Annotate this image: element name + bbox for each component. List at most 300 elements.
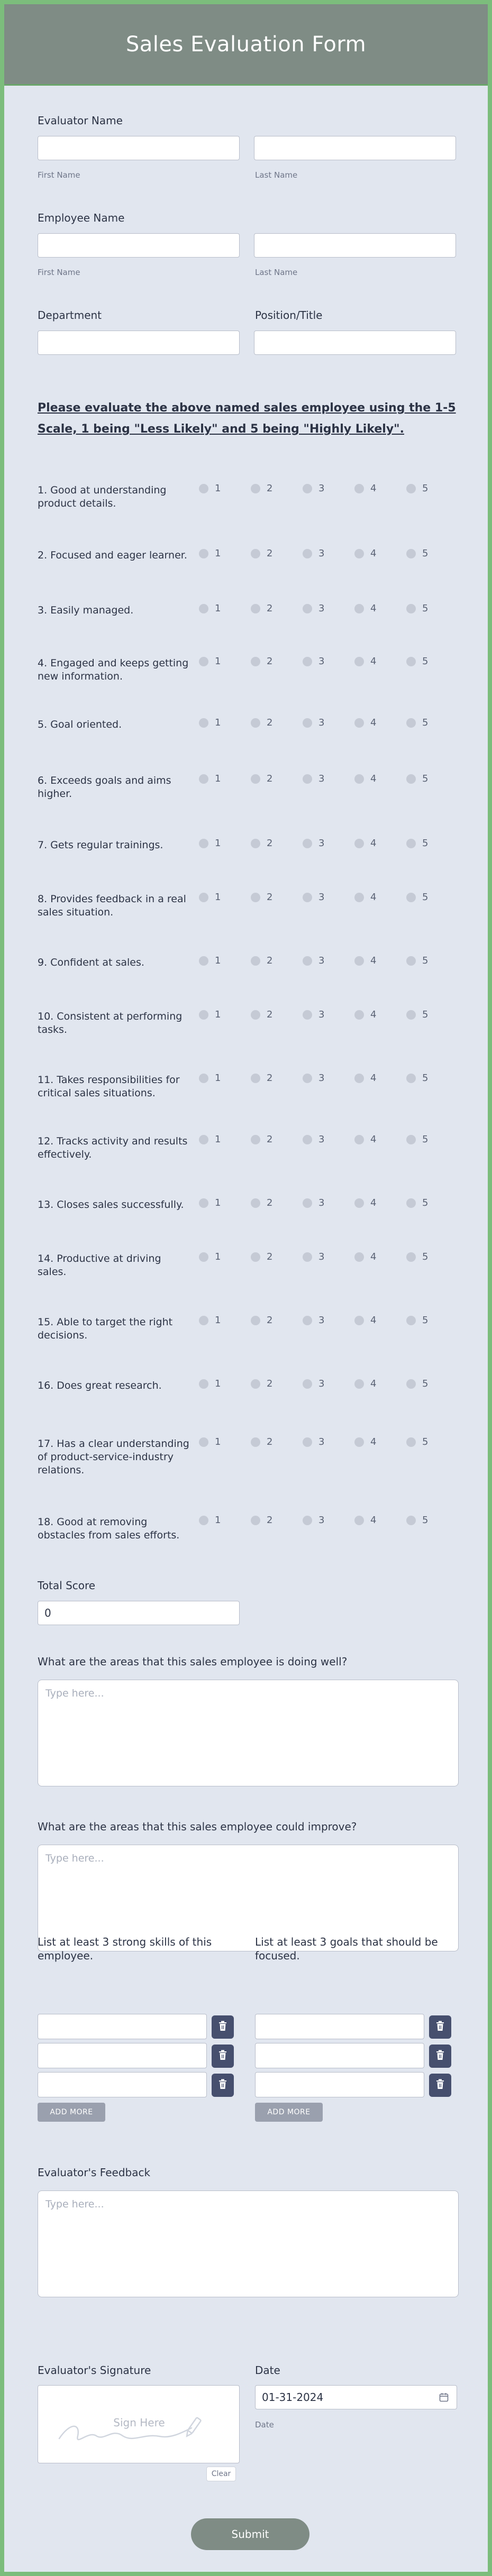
rating-radio[interactable] xyxy=(354,1436,376,1447)
question-text: 14. Productive at driving sales. xyxy=(38,1253,161,1278)
radio-circle-icon xyxy=(303,774,312,784)
rating-radio[interactable] xyxy=(199,1515,221,1526)
radio-circle-icon xyxy=(406,549,416,558)
signature-clear-button[interactable]: Clear xyxy=(206,2467,236,2481)
radio-circle-icon xyxy=(251,893,260,902)
rating-radio[interactable] xyxy=(199,1134,221,1145)
rating-value: 5 xyxy=(422,1315,429,1326)
rating-radio[interactable] xyxy=(251,892,272,903)
question-text: 16. Does great research. xyxy=(38,1380,162,1391)
question-text: 15. Able to target the right decisions. xyxy=(38,1316,173,1341)
rating-radio[interactable] xyxy=(251,483,272,494)
rating-radio[interactable] xyxy=(251,955,272,966)
skill-input-3[interactable] xyxy=(38,2072,207,2097)
radio-circle-icon xyxy=(406,1252,416,1262)
radio-circle-icon xyxy=(406,956,416,966)
rating-radio[interactable] xyxy=(303,892,324,903)
rating-radio[interactable] xyxy=(354,773,376,784)
rating-value: 2 xyxy=(267,1197,273,1208)
radio-circle-icon xyxy=(354,893,364,902)
rating-radio[interactable] xyxy=(303,1009,324,1020)
date-label: Date xyxy=(255,2364,280,2377)
rating-value: 5 xyxy=(422,1436,429,1447)
rating-value: 3 xyxy=(318,717,325,728)
rating-radio[interactable] xyxy=(354,1315,376,1326)
rating-radio[interactable] xyxy=(303,773,324,784)
rating-value: 2 xyxy=(267,1515,273,1526)
rating-radio[interactable] xyxy=(303,1072,324,1084)
evaluation-instructions: Please evaluate the above named sales employee using the 1-5 Scale, 1 being "Less Likely" and 5 being "Highly Likely". xyxy=(38,401,456,436)
skills-label: List at least 3 strong skills of this employee. xyxy=(38,1936,212,1962)
radio-circle-icon xyxy=(406,1135,416,1144)
rating-value: 4 xyxy=(370,717,377,728)
radio-circle-icon xyxy=(303,1074,312,1083)
radio-circle-icon xyxy=(406,1437,416,1447)
radio-circle-icon xyxy=(199,1437,208,1447)
trash-icon xyxy=(436,2050,444,2062)
goal-input-3[interactable] xyxy=(255,2072,424,2097)
rating-value: 1 xyxy=(215,1134,221,1145)
radio-circle-icon xyxy=(199,1516,208,1525)
goal-input-1[interactable] xyxy=(255,2014,424,2039)
total-score-input[interactable] xyxy=(38,1601,240,1625)
rating-value: 5 xyxy=(422,1197,429,1208)
rating-value: 3 xyxy=(318,1009,325,1020)
rating-radio[interactable] xyxy=(199,548,221,559)
radio-circle-icon xyxy=(199,549,208,558)
radio-circle-icon xyxy=(354,549,364,558)
question-text: 1. Good at understanding product details. xyxy=(38,484,167,509)
rating-radio[interactable] xyxy=(199,1197,221,1208)
skill-input-2[interactable] xyxy=(38,2043,207,2068)
rating-value: 4 xyxy=(370,1134,377,1145)
radio-circle-icon xyxy=(199,956,208,966)
radio-circle-icon xyxy=(354,774,364,784)
radio-circle-icon xyxy=(354,1010,364,1020)
rating-value: 1 xyxy=(215,1072,221,1084)
rating-value: 2 xyxy=(267,483,273,494)
radio-circle-icon xyxy=(303,1316,312,1325)
radio-circle-icon xyxy=(406,1074,416,1083)
rating-value: 2 xyxy=(267,548,273,559)
calendar-icon[interactable] xyxy=(439,2392,449,2404)
rating-value: 2 xyxy=(267,1251,273,1262)
radio-circle-icon xyxy=(354,1316,364,1325)
rating-radio[interactable] xyxy=(251,548,272,559)
evaluator-name-label: Evaluator Name xyxy=(38,114,123,127)
position-input[interactable] xyxy=(254,331,456,355)
radio-circle-icon xyxy=(199,604,208,613)
skill-delete-button-1[interactable] xyxy=(212,2015,234,2039)
rating-value: 4 xyxy=(370,838,377,849)
skill-delete-button-3[interactable] xyxy=(212,2074,234,2097)
rating-radio[interactable] xyxy=(251,1009,272,1020)
rating-value: 5 xyxy=(422,603,429,614)
skill-input-1[interactable] xyxy=(38,2014,207,2039)
rating-value: 5 xyxy=(422,892,429,903)
trash-icon xyxy=(218,2050,227,2062)
rating-radio[interactable] xyxy=(303,1515,324,1526)
radio-circle-icon xyxy=(354,1379,364,1389)
radio-circle-icon xyxy=(199,1198,208,1208)
radio-circle-icon xyxy=(251,1010,260,1020)
rating-radio[interactable] xyxy=(354,717,376,728)
trash-icon xyxy=(218,2021,227,2033)
rating-value: 1 xyxy=(215,1315,221,1326)
rating-value: 1 xyxy=(215,1436,221,1447)
radio-circle-icon xyxy=(251,1074,260,1083)
rating-value: 4 xyxy=(370,603,377,614)
rating-value: 1 xyxy=(215,1378,221,1389)
rating-radio[interactable] xyxy=(251,1515,272,1526)
rating-radio[interactable] xyxy=(251,838,272,849)
radio-circle-icon xyxy=(303,1252,312,1262)
radio-circle-icon xyxy=(251,604,260,613)
rating-radio[interactable] xyxy=(251,1134,272,1145)
rating-value: 2 xyxy=(267,1134,273,1145)
rating-value: 3 xyxy=(318,1072,325,1084)
date-sublabel: Date xyxy=(255,2420,274,2430)
rating-radio[interactable] xyxy=(354,1134,376,1145)
rating-radio[interactable] xyxy=(303,838,324,849)
radio-circle-icon xyxy=(251,1437,260,1447)
question-text: 8. Provides feedback in a real sales situation. xyxy=(38,893,186,918)
rating-radio[interactable] xyxy=(406,548,428,559)
radio-circle-icon xyxy=(251,1198,260,1208)
position-label: Position/Title xyxy=(255,309,323,322)
radio-circle-icon xyxy=(303,839,312,848)
rating-radio[interactable] xyxy=(406,603,428,614)
radio-circle-icon xyxy=(251,1316,260,1325)
rating-radio[interactable] xyxy=(406,838,428,849)
rating-radio[interactable] xyxy=(199,773,221,784)
rating-value: 5 xyxy=(422,548,429,559)
rating-value: 5 xyxy=(422,483,429,494)
rating-radio[interactable] xyxy=(199,1378,221,1389)
goal-delete-button-3[interactable] xyxy=(429,2074,451,2097)
radio-circle-icon xyxy=(251,484,260,493)
rating-value: 4 xyxy=(370,1515,377,1526)
evaluator-first-name-input[interactable] xyxy=(38,136,240,160)
skill-delete-button-2[interactable] xyxy=(212,2045,234,2068)
rating-value: 2 xyxy=(267,955,273,966)
rating-radio[interactable] xyxy=(251,603,272,614)
rating-value: 2 xyxy=(267,656,273,667)
rating-radio[interactable] xyxy=(251,1315,272,1326)
radio-circle-icon xyxy=(406,839,416,848)
rating-value: 4 xyxy=(370,1009,377,1020)
radio-circle-icon xyxy=(303,604,312,613)
rating-value: 5 xyxy=(422,1378,429,1389)
rating-radio[interactable] xyxy=(251,1436,272,1447)
signature-pad[interactable] xyxy=(38,2385,240,2463)
rating-value: 5 xyxy=(422,1251,429,1262)
employee-first-name-input[interactable] xyxy=(38,233,240,258)
radio-circle-icon xyxy=(406,1010,416,1020)
date-input[interactable] xyxy=(255,2385,457,2409)
rating-radio[interactable] xyxy=(303,1134,324,1145)
radio-circle-icon xyxy=(354,956,364,966)
rating-value: 5 xyxy=(422,1072,429,1084)
rating-value: 1 xyxy=(215,656,221,667)
rating-value: 1 xyxy=(215,1515,221,1526)
rating-radio[interactable] xyxy=(251,773,272,784)
radio-circle-icon xyxy=(199,1135,208,1144)
radio-circle-icon xyxy=(354,1198,364,1208)
evaluator-last-name-sublabel: Last Name xyxy=(255,170,298,180)
improve-label: What are the areas that this sales employee could improve? xyxy=(38,1820,357,1833)
rating-value: 3 xyxy=(318,483,325,494)
rating-radio[interactable] xyxy=(354,1251,376,1262)
trash-icon xyxy=(218,2079,227,2092)
goal-delete-button-1[interactable] xyxy=(429,2015,451,2039)
rating-value: 4 xyxy=(370,1315,377,1326)
rating-value: 1 xyxy=(215,892,221,903)
rating-value: 1 xyxy=(215,1251,221,1262)
rating-value: 3 xyxy=(318,1436,325,1447)
question-text: 5. Goal oriented. xyxy=(38,719,122,730)
rating-value: 3 xyxy=(318,1515,325,1526)
form-frame xyxy=(4,4,488,2572)
radio-circle-icon xyxy=(303,956,312,966)
radio-circle-icon xyxy=(251,774,260,784)
rating-radio[interactable] xyxy=(199,1009,221,1020)
rating-radio[interactable] xyxy=(406,1251,428,1262)
rating-value: 2 xyxy=(267,1436,273,1447)
question-text: 6. Exceeds goals and aims higher. xyxy=(38,775,171,800)
rating-radio[interactable] xyxy=(251,1251,272,1262)
goals-add-more-button[interactable]: ADD MORE xyxy=(255,2103,323,2122)
rating-value: 2 xyxy=(267,1315,273,1326)
radio-circle-icon xyxy=(251,549,260,558)
rating-radio[interactable] xyxy=(406,483,428,494)
radio-circle-icon xyxy=(303,657,312,666)
rating-radio[interactable] xyxy=(406,1315,428,1326)
rating-value: 5 xyxy=(422,1515,429,1526)
rating-radio[interactable] xyxy=(303,483,324,494)
rating-radio[interactable] xyxy=(354,1009,376,1020)
rating-radio[interactable] xyxy=(199,483,221,494)
skills-add-more-button[interactable]: ADD MORE xyxy=(38,2103,105,2122)
rating-radio[interactable] xyxy=(406,1072,428,1084)
department-input[interactable] xyxy=(38,331,240,355)
radio-circle-icon xyxy=(354,1437,364,1447)
radio-circle-icon xyxy=(199,839,208,848)
employee-last-name-input[interactable] xyxy=(254,233,456,258)
rating-radio[interactable] xyxy=(303,717,324,728)
rating-radio[interactable] xyxy=(251,717,272,728)
rating-radio[interactable] xyxy=(406,1436,428,1447)
employee-name-label: Employee Name xyxy=(38,212,125,224)
rating-radio[interactable] xyxy=(199,892,221,903)
rating-radio[interactable] xyxy=(354,656,376,667)
rating-value: 3 xyxy=(318,656,325,667)
radio-circle-icon xyxy=(303,549,312,558)
department-label: Department xyxy=(38,309,102,322)
question-text: 17. Has a clear understanding of product-service-industry relations. xyxy=(38,1438,189,1476)
radio-circle-icon xyxy=(199,1074,208,1083)
radio-circle-icon xyxy=(303,1010,312,1020)
radio-circle-icon xyxy=(303,484,312,493)
radio-circle-icon xyxy=(303,1379,312,1389)
rating-value: 3 xyxy=(318,603,325,614)
rating-value: 1 xyxy=(215,603,221,614)
rating-radio[interactable] xyxy=(303,1436,324,1447)
rating-value: 3 xyxy=(318,838,325,849)
rating-value: 1 xyxy=(215,838,221,849)
rating-radio[interactable] xyxy=(303,656,324,667)
rating-radio[interactable] xyxy=(303,1378,324,1389)
feedback-textarea[interactable] xyxy=(38,2190,459,2297)
rating-radio[interactable] xyxy=(303,1315,324,1326)
rating-radio[interactable] xyxy=(251,1378,272,1389)
rating-value: 5 xyxy=(422,955,429,966)
rating-value: 4 xyxy=(370,1072,377,1084)
form-title: Sales Evaluation Form xyxy=(125,32,367,57)
rating-value: 4 xyxy=(370,1378,377,1389)
rating-value: 4 xyxy=(370,656,377,667)
rating-radio[interactable] xyxy=(406,1378,428,1389)
radio-circle-icon xyxy=(406,1198,416,1208)
rating-value: 5 xyxy=(422,773,429,784)
radio-circle-icon xyxy=(199,657,208,666)
question-text: 4. Engaged and keeps getting new information. xyxy=(38,657,189,682)
rating-radio[interactable] xyxy=(199,838,221,849)
rating-radio[interactable] xyxy=(199,656,221,667)
radio-circle-icon xyxy=(251,718,260,728)
rating-value: 1 xyxy=(215,717,221,728)
rating-value: 3 xyxy=(318,773,325,784)
rating-value: 3 xyxy=(318,1134,325,1145)
rating-value: 4 xyxy=(370,1251,377,1262)
rating-value: 4 xyxy=(370,1436,377,1447)
radio-circle-icon xyxy=(406,484,416,493)
rating-radio[interactable] xyxy=(303,603,324,614)
question-text: 2. Focused and eager learner. xyxy=(38,549,187,561)
radio-circle-icon xyxy=(303,718,312,728)
rating-value: 4 xyxy=(370,773,377,784)
rating-radio[interactable] xyxy=(406,656,428,667)
rating-radio[interactable] xyxy=(251,656,272,667)
rating-radio[interactable] xyxy=(199,1315,221,1326)
radio-circle-icon xyxy=(354,718,364,728)
rating-radio[interactable] xyxy=(199,717,221,728)
rating-radio[interactable] xyxy=(406,717,428,728)
rating-value: 2 xyxy=(267,1378,273,1389)
rating-radio[interactable] xyxy=(354,548,376,559)
radio-circle-icon xyxy=(303,1198,312,1208)
question-text: 12. Tracks activity and results effectively. xyxy=(38,1135,188,1160)
radio-circle-icon xyxy=(406,1316,416,1325)
radio-circle-icon xyxy=(199,484,208,493)
rating-radio[interactable] xyxy=(406,892,428,903)
rating-radio[interactable] xyxy=(303,548,324,559)
rating-radio[interactable] xyxy=(406,773,428,784)
radio-circle-icon xyxy=(303,1437,312,1447)
rating-radio[interactable] xyxy=(354,1072,376,1084)
trash-icon xyxy=(436,2079,444,2092)
rating-radio[interactable] xyxy=(406,1515,428,1526)
radio-circle-icon xyxy=(354,1252,364,1262)
doing-well-textarea[interactable] xyxy=(38,1680,459,1786)
question-text: 18. Good at removing obstacles from sales efforts. xyxy=(38,1516,180,1541)
rating-value: 3 xyxy=(318,955,325,966)
rating-value: 3 xyxy=(318,1315,325,1326)
question-text: 7. Gets regular trainings. xyxy=(38,839,163,851)
goal-delete-button-2[interactable] xyxy=(429,2045,451,2068)
doing-well-label: What are the areas that this sales employee is doing well? xyxy=(38,1655,348,1668)
rating-radio[interactable] xyxy=(199,1072,221,1084)
radio-circle-icon xyxy=(406,604,416,613)
rating-radio[interactable] xyxy=(354,955,376,966)
rating-radio[interactable] xyxy=(199,955,221,966)
rating-radio[interactable] xyxy=(251,1072,272,1084)
rating-value: 1 xyxy=(215,773,221,784)
question-text: 11. Takes responsibilities for critical sales situations. xyxy=(38,1074,180,1099)
goals-label: List at least 3 goals that should be focused. xyxy=(255,1936,438,1962)
feedback-label: Evaluator's Feedback xyxy=(38,2166,151,2179)
rating-radio[interactable] xyxy=(303,955,324,966)
rating-radio[interactable] xyxy=(406,955,428,966)
rating-radio[interactable] xyxy=(354,1515,376,1526)
radio-circle-icon xyxy=(406,718,416,728)
rating-radio[interactable] xyxy=(354,838,376,849)
employee-first-name-sublabel: First Name xyxy=(38,268,80,277)
rating-value: 1 xyxy=(215,483,221,494)
rating-value: 3 xyxy=(318,1251,325,1262)
radio-circle-icon xyxy=(354,1074,364,1083)
rating-value: 4 xyxy=(370,483,377,494)
radio-circle-icon xyxy=(199,774,208,784)
evaluator-last-name-input[interactable] xyxy=(254,136,456,160)
rating-radio[interactable] xyxy=(303,1197,324,1208)
question-text: 3. Easily managed. xyxy=(38,604,134,616)
rating-radio[interactable] xyxy=(406,1197,428,1208)
radio-circle-icon xyxy=(303,893,312,902)
rating-radio[interactable] xyxy=(354,603,376,614)
radio-circle-icon xyxy=(251,956,260,966)
goal-input-2[interactable] xyxy=(255,2043,424,2068)
rating-radio[interactable] xyxy=(354,1378,376,1389)
rating-value: 1 xyxy=(215,1197,221,1208)
trash-icon xyxy=(436,2021,444,2033)
sign-here-text: Sign Here xyxy=(113,2416,165,2429)
rating-value: 2 xyxy=(267,892,273,903)
rating-value: 5 xyxy=(422,656,429,667)
rating-value: 4 xyxy=(370,548,377,559)
radio-circle-icon xyxy=(406,657,416,666)
rating-radio[interactable] xyxy=(199,603,221,614)
rating-radio[interactable] xyxy=(354,892,376,903)
radio-circle-icon xyxy=(199,718,208,728)
radio-circle-icon xyxy=(406,774,416,784)
rating-radio[interactable] xyxy=(406,1134,428,1145)
rating-radio[interactable] xyxy=(354,483,376,494)
rating-value: 4 xyxy=(370,955,377,966)
rating-radio[interactable] xyxy=(199,1251,221,1262)
rating-radio[interactable] xyxy=(303,1251,324,1262)
employee-last-name-sublabel: Last Name xyxy=(255,268,298,277)
signature-label: Evaluator's Signature xyxy=(38,2364,151,2377)
radio-circle-icon xyxy=(354,484,364,493)
submit-button[interactable]: Submit xyxy=(191,2518,309,2550)
rating-radio[interactable] xyxy=(251,1197,272,1208)
rating-radio[interactable] xyxy=(199,1436,221,1447)
radio-circle-icon xyxy=(251,1252,260,1262)
evaluator-first-name-sublabel: First Name xyxy=(38,170,80,180)
rating-radio[interactable] xyxy=(406,1009,428,1020)
rating-radio[interactable] xyxy=(354,1197,376,1208)
